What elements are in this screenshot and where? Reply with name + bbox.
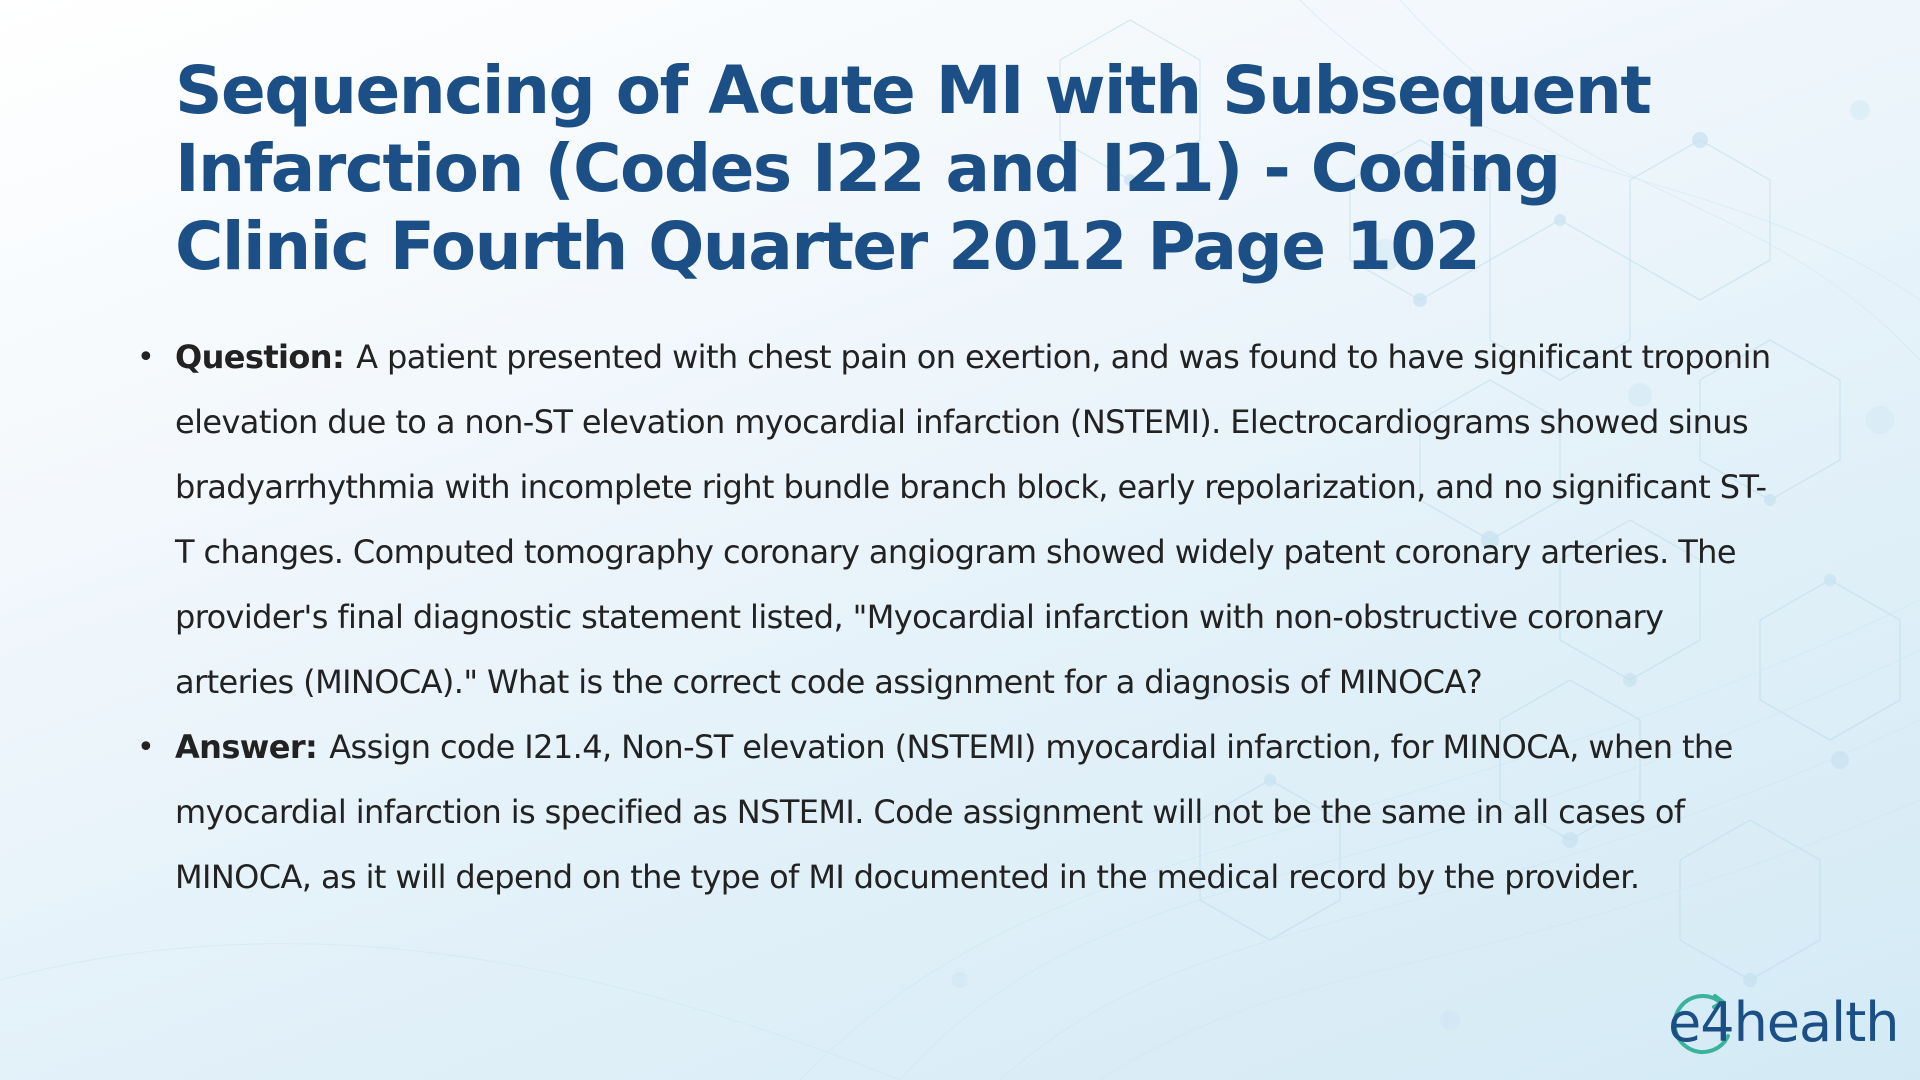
bullet-list: [137, 325, 1775, 910]
question-text: A patient presented with chest pain on exertion, and was found to have significant troponin elevation due to a non-ST elevation myocardial infarction (NSTEMI). Electrocardiograms showed sinus bradyarrhythmia with incomplete right bundle branch block, early repolarization, and no significant ST-T changes. Computed tomography coronary angiogram showed widely patent coronary arteries. The provider's final diagnostic statement listed, "Myocardial infarction with non-obstructive coronary arteries (MINOCA)." What is the correct code assignment for a diagnosis of MINOCA?: [175, 338, 1771, 701]
bullet-dot-icon: •: [137, 730, 155, 765]
bullet-item-answer: [137, 715, 1775, 910]
logo-text: e4health: [1668, 991, 1899, 1054]
answer-text: Assign code I21.4, Non-ST elevation (NSTEMI) myocardial infarction, for MINOCA, when the myocardial infarction is specified as NSTEMI. Code assignment will not be the same in all cases of MINOCA, as it will depend on the type of MI documented in the medical record by the provider.: [175, 728, 1733, 896]
question-label: Question:: [175, 338, 345, 376]
slide-title: Sequencing of Acute MI with Subsequent Infarction (Codes I22 and I21) - Coding Clinic Fourth Quarter 2012 Page 102: [175, 52, 1651, 285]
e4health-logo: [1668, 990, 1898, 1060]
answer-label: Answer:: [175, 728, 318, 766]
bullet-dot-icon: •: [137, 340, 155, 375]
bullet-item-question: [137, 325, 1775, 715]
